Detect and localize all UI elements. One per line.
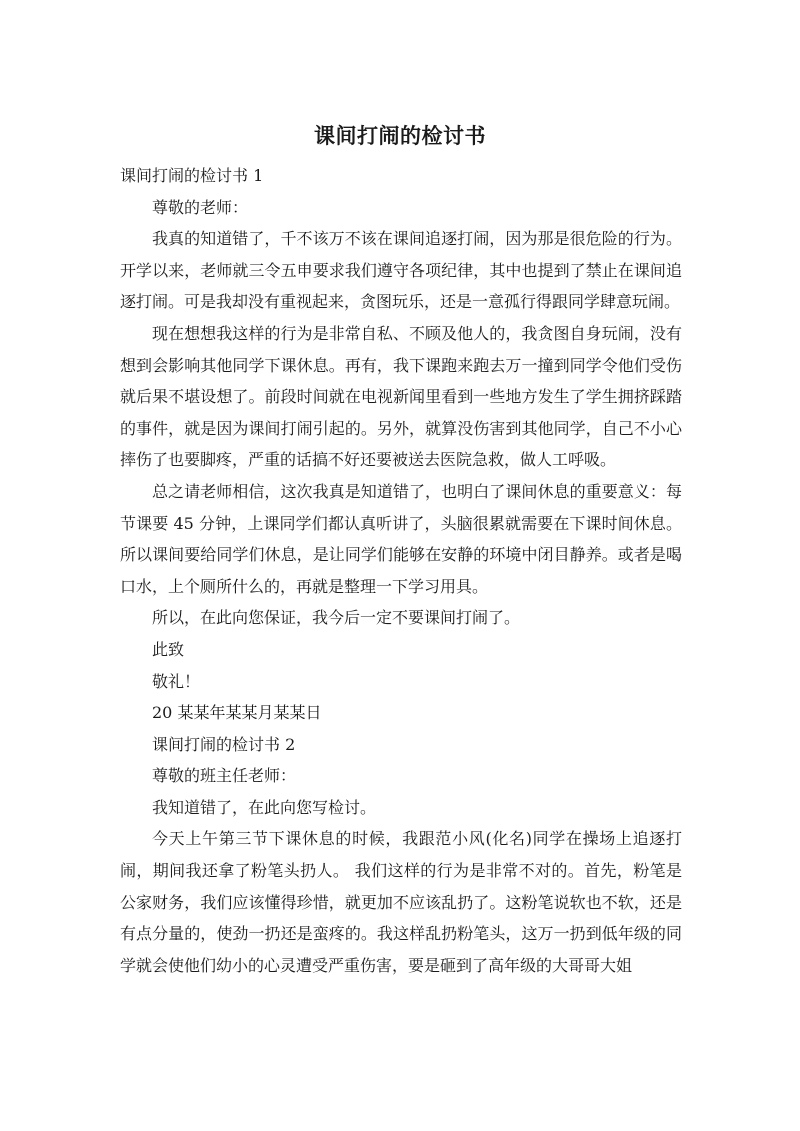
document-paragraph: 课间打闹的检讨书 1	[120, 166, 264, 185]
document-paragraph: 敬礼！	[152, 671, 201, 691]
document-paragraph: 此致	[152, 639, 185, 659]
document-paragraph: 总之请老师相信，这次我真是知道错了，也明白了课间休息的重要意义：每节课要 45 分钟，上课同学们都认真听讲了，头脑很累就需要在下课时间休息。所以课间要给同学们休息，是让同学们能够在安静的环境中闭目静养。或者是喝口水，上个厕所什么的，再就是整理一下学习用具。	[120, 481, 682, 596]
document-paragraph: 所以，在此向您保证，我今后一定不要课间打闹了。	[152, 608, 521, 628]
document-paragraph: 我真的知道错了，千不该万不该在课间追逐打闹，因为那是很危险的行为。开学以来，老师就三令五申要求我们遵守各项纪律，其中也提到了禁止在课间追逐打闹。可是我却没有重视起来，贪图玩乐，还是一意孤行得跟同学肆意玩闹。	[120, 229, 682, 312]
document-paragraph: 尊敬的老师：	[152, 197, 249, 217]
document-paragraph: 尊敬的班主任老师：	[152, 766, 297, 786]
document-body	[120, 160, 682, 981]
document-paragraph: 我知道错了，在此向您写检讨。	[152, 797, 377, 817]
document-title: 课间打闹的检讨书	[314, 124, 486, 148]
document-paragraph: 20 某某年某某月某某日	[152, 703, 322, 723]
document-paragraph: 课间打闹的检讨书 2	[152, 734, 296, 754]
document-paragraph: 今天上午第三节下课休息的时候，我跟范小风(化名)同学在操场上追逐打闹，期间我还拿了粉笔头扔人。 我们这样的行为是非常不对的。首先，粉笔是公家财务，我们应该懂得珍惜，就更加不应该乱扔了。这粉笔说软也不软，还是有点分量的，使劲一扔还是蛮疼的。我这样乱扔粉笔头，这万一扔到低年级的同学就会使他们幼小的心灵遭受严重伤害，要是砸到了高年级的大哥哥大姐	[120, 829, 682, 975]
document-paragraph: 现在想想我这样的行为是非常自私、不顾及他人的，我贪图自身玩闹，没有想到会影响其他同学下课休息。再有，我下课跑来跑去万一撞到同学令他们受伤就后果不堪设想了。前段时间就在电视新闻里看到一些地方发生了学生拥挤踩踏的事件，就是因为课间打闹引起的。另外，就算没伤害到其他同学，自己不小心摔伤了也要脚疼，严重的话搞不好还要被送去医院急救，做人工呼吸。	[120, 323, 682, 470]
